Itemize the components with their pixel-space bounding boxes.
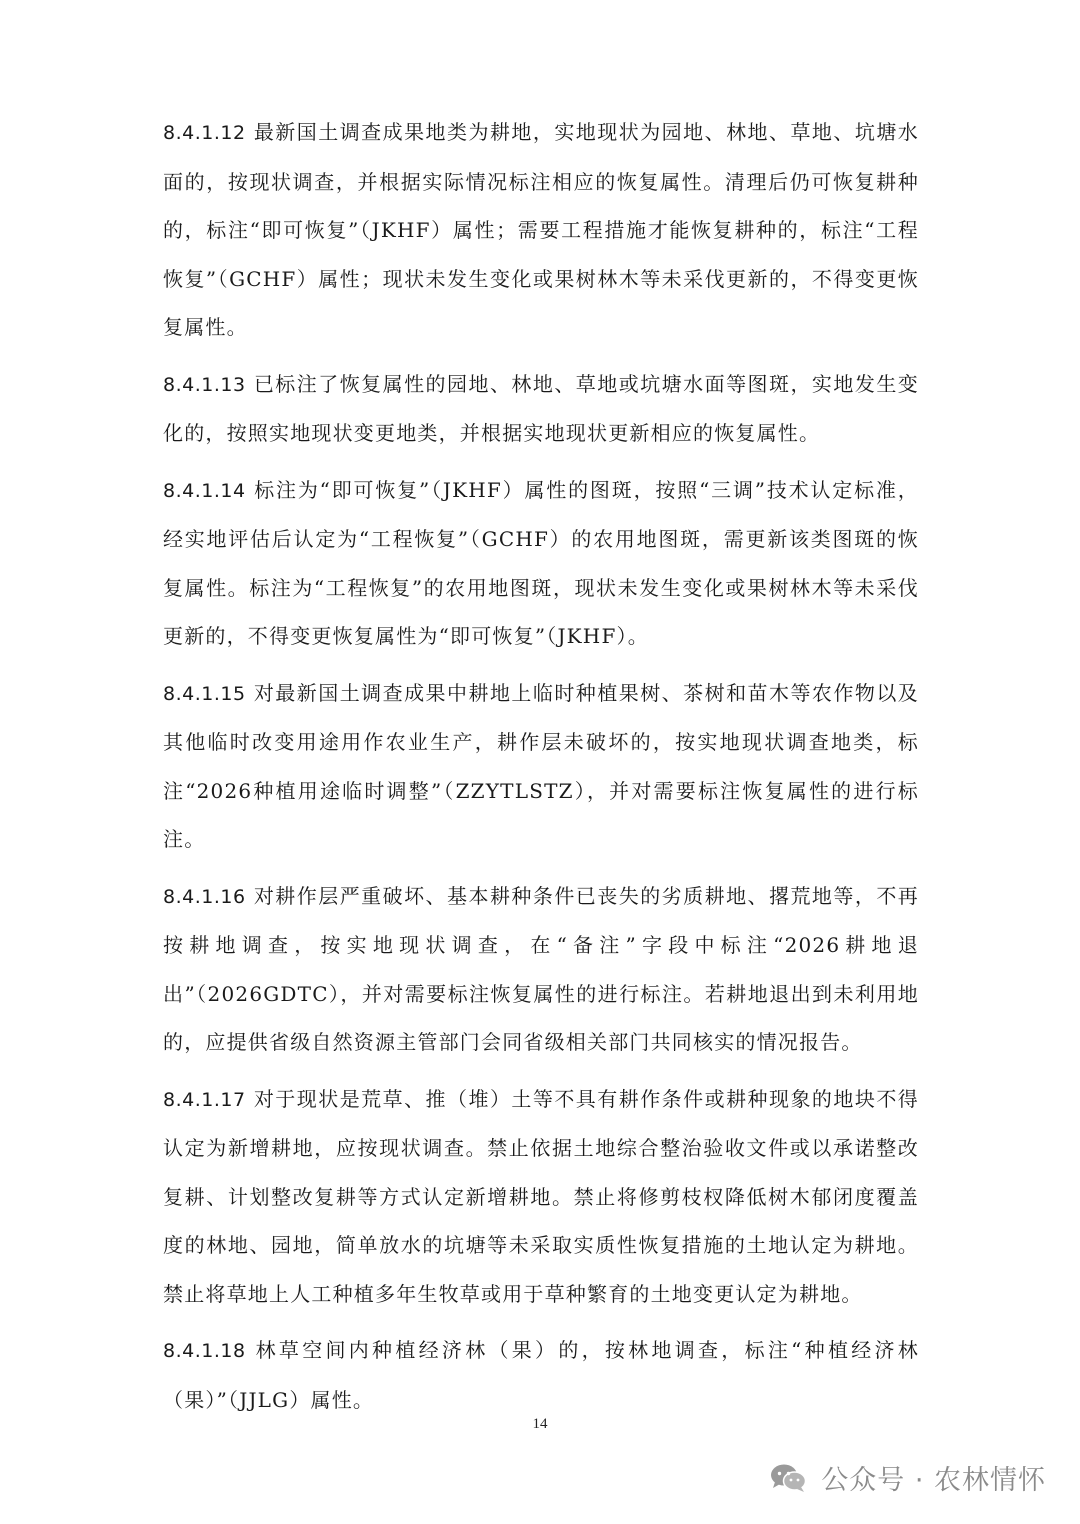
clause-text: 对耕作层严重破坏、基本耕种条件已丧失的劣质耕地、撂荒地等，不再按耕地调查，按实地现状调查，在“备注”字段中标注“2026耕地退出”（2026GDTC），并对需要标注恢复属性的进行标注。若耕地退出到未利用地的，应提供省级自然资源主管部门会同省级相关部门共同核实的情况报告。 — [163, 883, 919, 1054]
clause-number: 8.4.1.15 — [163, 682, 246, 705]
clause-number: 8.4.1.14 — [163, 479, 246, 502]
wechat-icon — [769, 1463, 807, 1493]
clause-text: 最新国土调查成果地类为耕地，实地现状为园地、林地、草地、坑塘水面的，按现状调查，并根据实际情况标注相应的恢复属性。清理后仍可恢复耕种的，标注“即可恢复”（JKHF）属性；需要工程措施才能恢复耕种的，标注“工程恢复”（GCHF）属性；现状未发生变化或果树林木等未采伐更新的，不得变更恢复属性。 — [163, 120, 919, 339]
page-number: 14 — [532, 1416, 548, 1432]
clause-8-4-1-13 — [163, 360, 919, 458]
clause-number: 8.4.1.13 — [163, 373, 246, 396]
clause-number: 8.4.1.12 — [163, 122, 246, 144]
clause-text: 已标注了恢复属性的园地、林地、草地或坑塘水面等图斑，实地发生变化的，按照实地现状变更地类，并根据实地现状更新相应的恢复属性。 — [163, 371, 919, 445]
document-body — [163, 108, 919, 1432]
clause-8-4-1-14 — [163, 466, 919, 661]
clause-8-4-1-15 — [163, 669, 919, 864]
clause-text: 对于现状是荒草、推（堆）土等不具有耕作条件或耕种现象的地块不得认定为新增耕地，应按现状调查。禁止依据土地综合整治验收文件或以承诺整改复耕、计划整改复耕等方式认定新增耕地。禁止将修剪枝杈降低树木郁闭度覆盖度的林地、园地，简单放水的坑塘等未采取实质性恢复措施的土地认定为耕地。禁止将草地上人工种植多年生牧草或用于草种繁育的土地变更认定为耕地。 — [163, 1086, 919, 1306]
clause-8-4-1-12 — [163, 108, 919, 352]
clause-8-4-1-17 — [163, 1075, 919, 1319]
clause-number: 8.4.1.16 — [163, 885, 246, 908]
clause-text: 林草空间内种植经济林（果）的，按林地调查，标注“种植经济林（果）”（JJLG）属性。 — [163, 1338, 919, 1412]
clause-8-4-1-16 — [163, 872, 919, 1067]
clause-number: 8.4.1.18 — [163, 1340, 246, 1362]
clause-text: 标注为“即可恢复”（JKHF）属性的图斑，按照“三调”技术认定标准，经实地评估后认定为“工程恢复”（GCHF）的农用地图斑，需更新该类图斑的恢复属性。标注为“工程恢复”的农用地图斑，现状未发生变化或果树林木等未采伐更新的，不得变更恢复属性为“即可恢复”（JKHF）。 — [163, 477, 919, 648]
clause-8-4-1-18 — [163, 1326, 919, 1424]
clause-number: 8.4.1.17 — [163, 1088, 246, 1111]
clause-text: 对最新国土调查成果中耕地上临时种植果树、茶树和苗木等农作物以及其他临时改变用途用作农业生产，耕作层未破坏的，按实地现状调查地类，标注“2026种植用途临时调整”（ZZYTLSTZ），并对需要标注恢复属性的进行标注。 — [163, 680, 919, 851]
watermark-text: 公众号 · 农林情怀 — [821, 1465, 1046, 1496]
watermark — [769, 1458, 1046, 1497]
